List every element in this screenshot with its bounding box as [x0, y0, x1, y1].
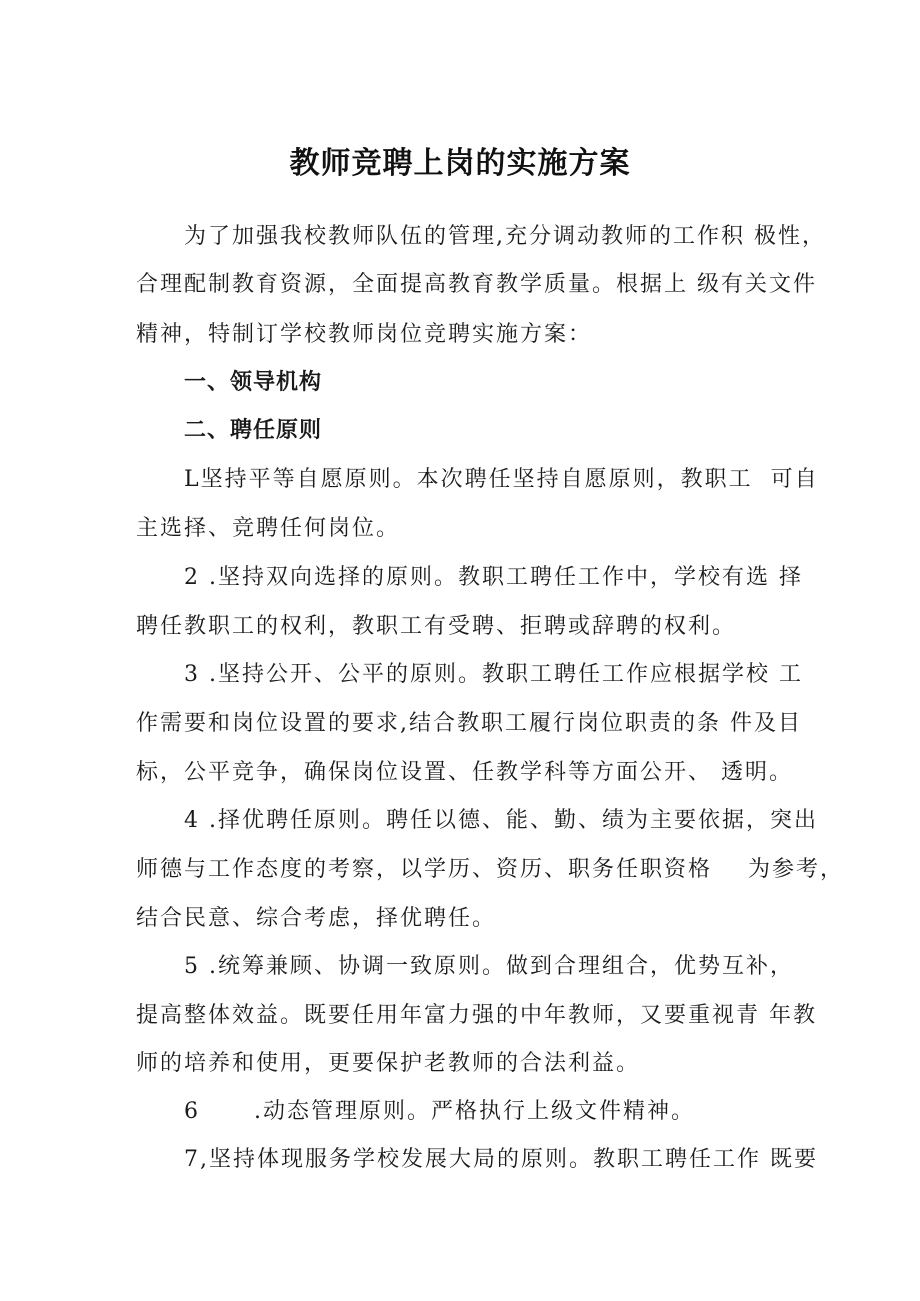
paragraph-line: 合理配制教育资源，全面提高教育教学质量。根据上 级有关文件	[136, 272, 817, 297]
paragraph-line: 7,坚持体现服务学校发展大局的原则。教职工聘任工作 既要	[184, 1147, 818, 1172]
document-title: 教师竞聘上岗的实施方案	[289, 146, 631, 181]
section-heading: 二、聘任原则	[184, 418, 323, 443]
paragraph-line: 结合民意、综合考虑，择优聘任。	[136, 906, 497, 931]
paragraph-line: 聘任教职工的权利，教职工有受聘、拒聘或辞聘的权利。	[136, 614, 737, 639]
paragraph-line: 作需要和岗位设置的要求,结合教职工履行岗位职责的条 件及目	[136, 711, 802, 736]
paragraph-line: 提高整体效益。既要任用年富力强的中年教师，又要重视青 年教	[136, 1003, 817, 1028]
paragraph-line: 4 .择优聘任原则。聘任以德、能、勤、绩为主要依据，突出	[184, 808, 818, 833]
paragraph-line: 师的培养和使用，更要保护老教师的合法利益。	[136, 1051, 641, 1076]
paragraph-line: 主选择、竞聘任何岗位。	[136, 516, 401, 541]
paragraph-line: 2 .坚持双向选择的原则。教职工聘任工作中，学校有选 择	[184, 565, 803, 590]
paragraph-line: 为了加强我校教师队伍的管理,充分调动教师的工作积 极性，	[184, 224, 826, 249]
paragraph-line: L坚持平等自愿原则。本次聘任坚持自愿原则，教职工 可自	[184, 467, 819, 492]
paragraph-line: 标，公平竞争，确保岗位设置、任教学科等方面公开、 透明。	[136, 760, 793, 785]
paragraph-line: 师德与工作态度的考察，以学历、资历、职务任职资格 为参考，	[136, 857, 844, 882]
paragraph-line: 3 .坚持公开、公平的原则。教职工聘任工作应根据学校 工	[184, 662, 803, 687]
paragraph-line: 5 .统筹兼顾、协调一致原则。做到合理组合，优势互补，	[184, 954, 794, 979]
section-heading: 一、领导机构	[184, 370, 323, 395]
paragraph-line: 6 .动态管理原则。严格执行上级文件精神。	[184, 1099, 695, 1124]
paragraph-line: 精神，特制订学校教师岗位竞聘实施方案：	[136, 322, 593, 347]
